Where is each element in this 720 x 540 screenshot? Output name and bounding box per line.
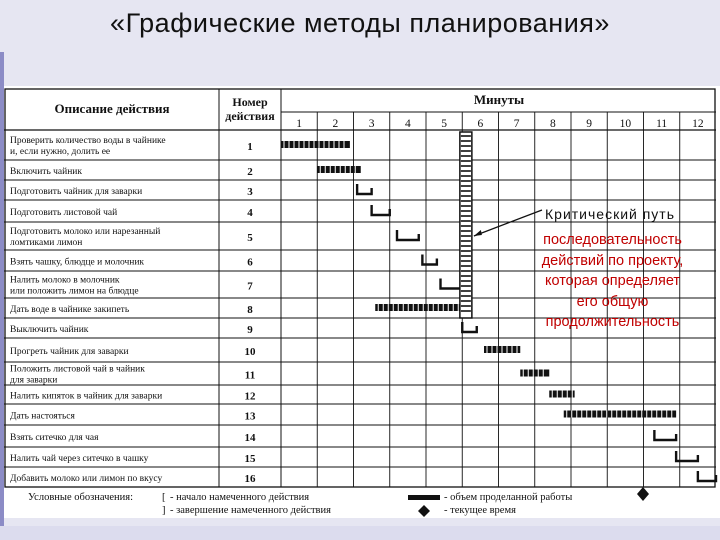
action-number: 1: [247, 141, 253, 153]
action-number: 3: [247, 186, 253, 198]
action-number: 10: [244, 346, 256, 358]
minute-label: 7: [513, 118, 520, 130]
annotation-line: его общую: [576, 293, 649, 310]
action-number: 4: [247, 207, 253, 219]
col-header-number: действия: [225, 109, 275, 123]
work-bar: [317, 166, 361, 173]
minute-label: 8: [550, 118, 556, 130]
planned-bracket: [462, 322, 477, 332]
legend-end-text: - завершение намеченного действия: [170, 505, 331, 516]
minute-label: 4: [405, 118, 411, 130]
action-description: Налить кипяток в чайник для заварки: [10, 391, 163, 402]
minute-label: 5: [441, 118, 447, 130]
legend-work-text: - объем проделанной работы: [444, 492, 573, 503]
planned-bracket: [397, 230, 419, 240]
action-number: 14: [244, 432, 256, 444]
action-description: Дать воде в чайнике закипеть: [10, 305, 130, 315]
arrow-head: [474, 230, 482, 236]
action-description: ломтиками лимон: [10, 238, 83, 248]
action-description: для заварки: [10, 375, 58, 386]
critical-path-explanation: [505, 230, 720, 333]
minute-label: 12: [692, 118, 704, 130]
work-bar: [281, 141, 350, 148]
action-description: Добавить молоко или лимон по вкусу: [10, 474, 163, 484]
minute-label: 1: [296, 118, 302, 130]
minute-label: 11: [656, 118, 668, 130]
action-number: 8: [247, 304, 253, 316]
annotation-line: последовательность: [543, 232, 682, 248]
action-description: Прогреть чайник для заварки: [10, 347, 129, 357]
minute-label: 2: [332, 118, 339, 130]
action-description: или положить лимон на блюдце: [10, 286, 139, 297]
action-description: Взять чашку, блюдце и молочник: [10, 257, 145, 268]
action-number: 5: [247, 232, 253, 244]
action-description: Дать настояться: [10, 411, 75, 422]
col-header-description: Описание действия: [54, 101, 170, 116]
action-description: Взять ситечко для чая: [10, 433, 99, 443]
minute-label: 10: [619, 118, 632, 130]
action-description: Подготовить чайник для заварки: [10, 187, 143, 197]
planned-bracket: [698, 471, 716, 481]
legend-end-symbol: ]: [162, 505, 166, 516]
action-description: Проверить количество воды в чайнике: [10, 136, 166, 146]
action-number: 6: [247, 256, 253, 269]
action-number: 12: [244, 390, 256, 403]
legend-start-symbol: [: [162, 492, 166, 503]
action-description: Включить чайник: [10, 167, 83, 177]
minute-label: 6: [477, 118, 484, 130]
planned-bracket: [372, 205, 390, 215]
action-description: и, если нужно, долить ее: [10, 147, 111, 157]
legend-time-text: - текущее время: [444, 505, 516, 516]
critical-path-band: [460, 132, 472, 318]
action-description: Налить молоко в молочник: [10, 275, 120, 286]
action-description: Положить листовой чай в чайник: [10, 364, 145, 375]
action-description: Подготовить молоко или нарезанный: [10, 227, 161, 237]
action-number: 11: [244, 369, 256, 382]
critical-path-label: Критический путь: [545, 206, 676, 222]
action-number: 13: [244, 410, 256, 423]
col-header-number: Номер: [232, 95, 268, 109]
minutes-header: Минуты: [473, 92, 525, 107]
annotation-line: действий по проекту,: [541, 252, 684, 269]
legend-title: Условные обозначения:: [28, 492, 134, 503]
annotation-line: продолжительность: [545, 314, 680, 330]
minute-label: 9: [586, 118, 592, 130]
legend-work-bar: [408, 495, 440, 500]
action-number: 2: [247, 166, 253, 178]
minute-label: 3: [368, 118, 375, 130]
action-number: 15: [244, 453, 256, 465]
current-time-marker: [637, 487, 649, 501]
action-number: 7: [247, 280, 253, 293]
legend-time-diamond: [418, 505, 430, 517]
legend-start-text: - начало намеченного действия: [170, 492, 310, 503]
action-number: 16: [244, 473, 256, 485]
action-number: 9: [247, 324, 253, 336]
work-bar: [564, 411, 676, 418]
work-bar: [520, 370, 549, 377]
action-description: Налить чай через ситечко в чашку: [10, 454, 149, 464]
action-description: Выключить чайник: [10, 325, 89, 335]
planned-bracket: [441, 279, 463, 289]
planned-bracket: [357, 184, 372, 194]
planned-bracket: [654, 430, 676, 440]
annotation-line: которая определяет: [544, 273, 681, 289]
planned-bracket: [422, 255, 437, 265]
action-description: Подготовить листовой чай: [10, 208, 118, 218]
slide-title: «Графические методы планирования»: [110, 8, 610, 38]
